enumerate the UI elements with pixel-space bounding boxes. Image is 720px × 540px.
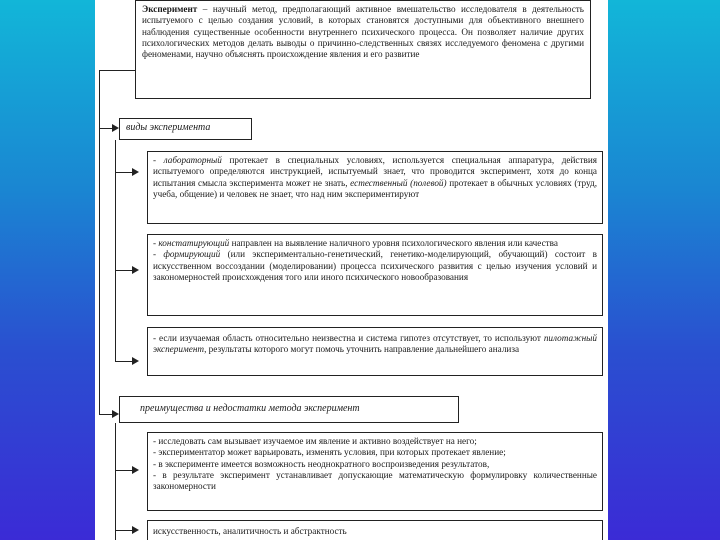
arrow-proscons <box>112 410 119 418</box>
pilot-experiment-box <box>147 327 603 376</box>
forming-text: (или экспериментально-генетический, генетико-моделирующий, обучающий) состоит в искусственном воссоздании (моделировании) процесса психического развития с целью изучения условий и закономерностей происхождения того или иного психического новообразования <box>153 249 597 282</box>
pros-item-4: - в результате эксперимент устанавливает допускающие математическую формулировку количественные закономерности <box>153 469 597 492</box>
arrow-forming <box>132 266 139 274</box>
pros-item-2: - экспериментатор может варьировать, изменять условия, при которых протекает явление; <box>153 447 506 458</box>
definition-term: Эксперимент <box>142 4 198 14</box>
forming-term: - формирующий <box>153 249 221 260</box>
connector-main-vertical <box>99 70 100 415</box>
arrow-pilot <box>132 357 139 365</box>
connector-types-vertical <box>115 140 116 362</box>
definition-text: – научный метод, предполагающий активное вмешательство исследователя в деятельность испытуемого с целью создания условий, в которых становятся доступными для объективного внешнего наблюдения существенные особенности внутреннего психического процесса. Он позволяет наличие других психологических методов делать выводы о причинно-следственных связях исследуемого феномена с другими феноменами, научно объяснять происхождение явления и его развитие <box>142 4 584 60</box>
pros-item-3: - в эксперименте имеется возможность неоднократного воспроизведения результатов, <box>153 458 490 469</box>
pilot-text-a: - если изучаемая область относительно неизвестна и система гипотез отсутствует, то используют <box>153 333 544 343</box>
natural-text: протекает в обычных условиях (труд, учеба, общение) и человек не знает, что над ним экспериментируют <box>153 177 597 199</box>
pilot-term: пилотажный эксперимент <box>153 333 597 355</box>
forming-experiment-box <box>147 234 603 316</box>
ascertaining-term: - констатирующий <box>153 238 230 248</box>
lab-experiment-box <box>147 151 603 224</box>
pros-cons-label-text: преимущества и недостатки метода эксперимент <box>140 403 360 414</box>
arrow-types <box>112 124 119 132</box>
lab-term: - лабораторный <box>153 155 222 165</box>
connector-proscons-vertical <box>115 423 116 540</box>
cons-box <box>147 520 603 540</box>
natural-term: естественный (полевой) <box>350 177 447 188</box>
types-label <box>119 118 252 140</box>
arrow-pros <box>132 466 139 474</box>
arrow-lab <box>132 168 139 176</box>
cons-text: искусственность, аналитичность и абстрактность <box>153 526 347 536</box>
definition-box <box>135 0 591 99</box>
pros-box <box>147 432 603 511</box>
pros-item-1: - исследовать сам вызывает изучаемое им явление и активно воздействует на него; <box>153 436 477 446</box>
connector-main-top <box>99 70 135 71</box>
pilot-text-b: , результаты которого могут помочь уточнить направление дальнейшего анализа <box>204 344 520 355</box>
types-label-text: виды эксперимента <box>126 122 211 133</box>
slide <box>95 0 608 540</box>
pros-cons-label <box>119 396 459 423</box>
ascertaining-text: направлен на выявление наличного уровня психологического явления или качества <box>229 238 558 248</box>
arrow-cons <box>132 526 139 534</box>
lab-text: протекает в специальных условиях, используется специальная аппаратура, действия испытуемого определяются инструкцией, испытуемый знает, что проводится эксперимент, хотя до конца испытания смысла эксперимента может не знать, <box>153 155 597 188</box>
